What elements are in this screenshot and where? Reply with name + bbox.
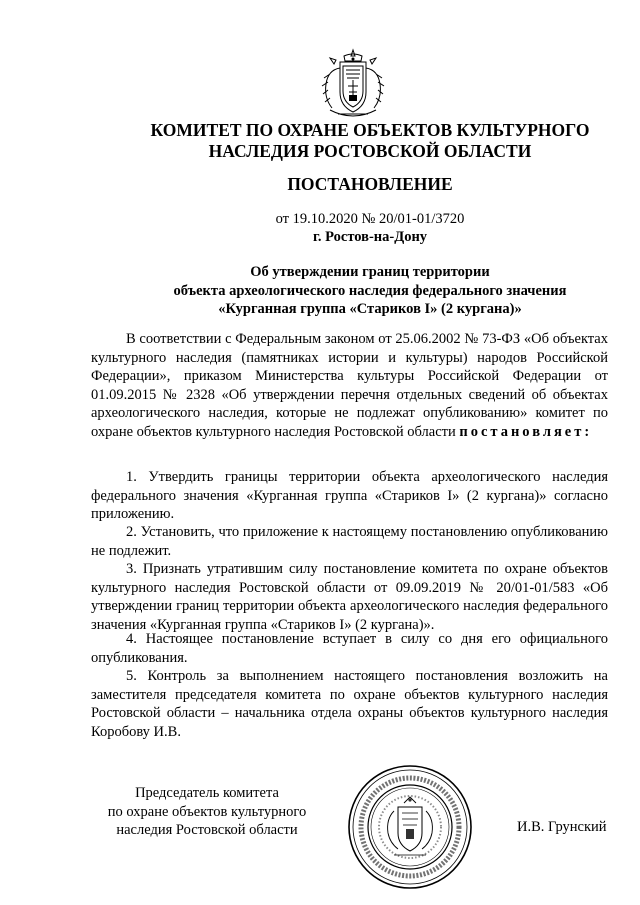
signatory-title-line2: по охране объектов культурного (107, 803, 307, 820)
decree-item-2: 2. Установить, что приложение к настоящему постановлению опубликованию не подлежит. (91, 524, 608, 559)
official-seal-icon (346, 763, 474, 891)
document-type: ПОСТАНОВЛЕНИЕ (287, 174, 453, 194)
coat-of-arms-icon (318, 48, 388, 124)
decree-item-3: 3. Признать утратившим силу постановление комитета по охране объектов культурного наследия Ростовской области от 09.09.2019 № 20/01-01/583 «Об утверждении границ территории объекта археологического наследия федерального значения «Курганная группа «Стариков I» (2 кургана)». (91, 561, 608, 633)
subject-line2: объекта археологического наследия федерального значения (173, 282, 567, 299)
signatory-name: И.В. Грунский (517, 819, 607, 835)
preamble-paragraph (91, 330, 608, 441)
committee-name-line2: НАСЛЕДИЯ РОСТОВСКОЙ ОБЛАСТИ (208, 141, 532, 161)
decree-word: постановляет: (459, 423, 593, 440)
committee-name-line1: КОМИТЕТ ПО ОХРАНЕ ОБЪЕКТОВ КУЛЬТУРНОГО (150, 120, 590, 140)
subject-line3: «Курганная группа «Стариков I» (2 кургана)» (218, 301, 522, 317)
document-date-number: от 19.10.2020 № 20/01-01/3720 (275, 211, 465, 227)
subject-line1: Об утверждении границ территории (250, 264, 490, 280)
signatory-title-line3: наследия Ростовской области (116, 822, 298, 838)
decree-item-5: 5. Контроль за выполнением настоящего постановления возложить на заместителя председателя комитета по охране объектов культурного наследия Ростовской области – начальника отдела охраны объектов культурного наследия Коробову И.В. (91, 668, 608, 740)
signatory-title-line1: Председатель комитета (135, 785, 279, 801)
decree-item-1: 1. Утвердить границы территории объекта археологического наследия федерального значения «Курганная группа «Стариков I» (2 кургана)» согласно приложению. (91, 469, 608, 522)
preamble-text: В соответствии с Федеральным законом от 25.06.2002 № 73-ФЗ «Об объектах культурного наследия (памятниках истории и культуры) народов Российской Федерации», приказом Министерства культуры Российской Федерации от 01.09.2015 № 2328 «Об утверждении перечня отдельных сведений об объектах археологического наследия, которые не подлежат опубликованию» комитет по охране объектов культурного наследия Ростовской области (91, 331, 608, 440)
decree-item-4: 4. Настоящее постановление вступает в силу со дня его официального опубликования. (91, 631, 608, 666)
document-subject (80, 263, 640, 319)
signatory-title (72, 784, 342, 840)
document-city: г. Ростов-на-Дону (312, 229, 428, 245)
